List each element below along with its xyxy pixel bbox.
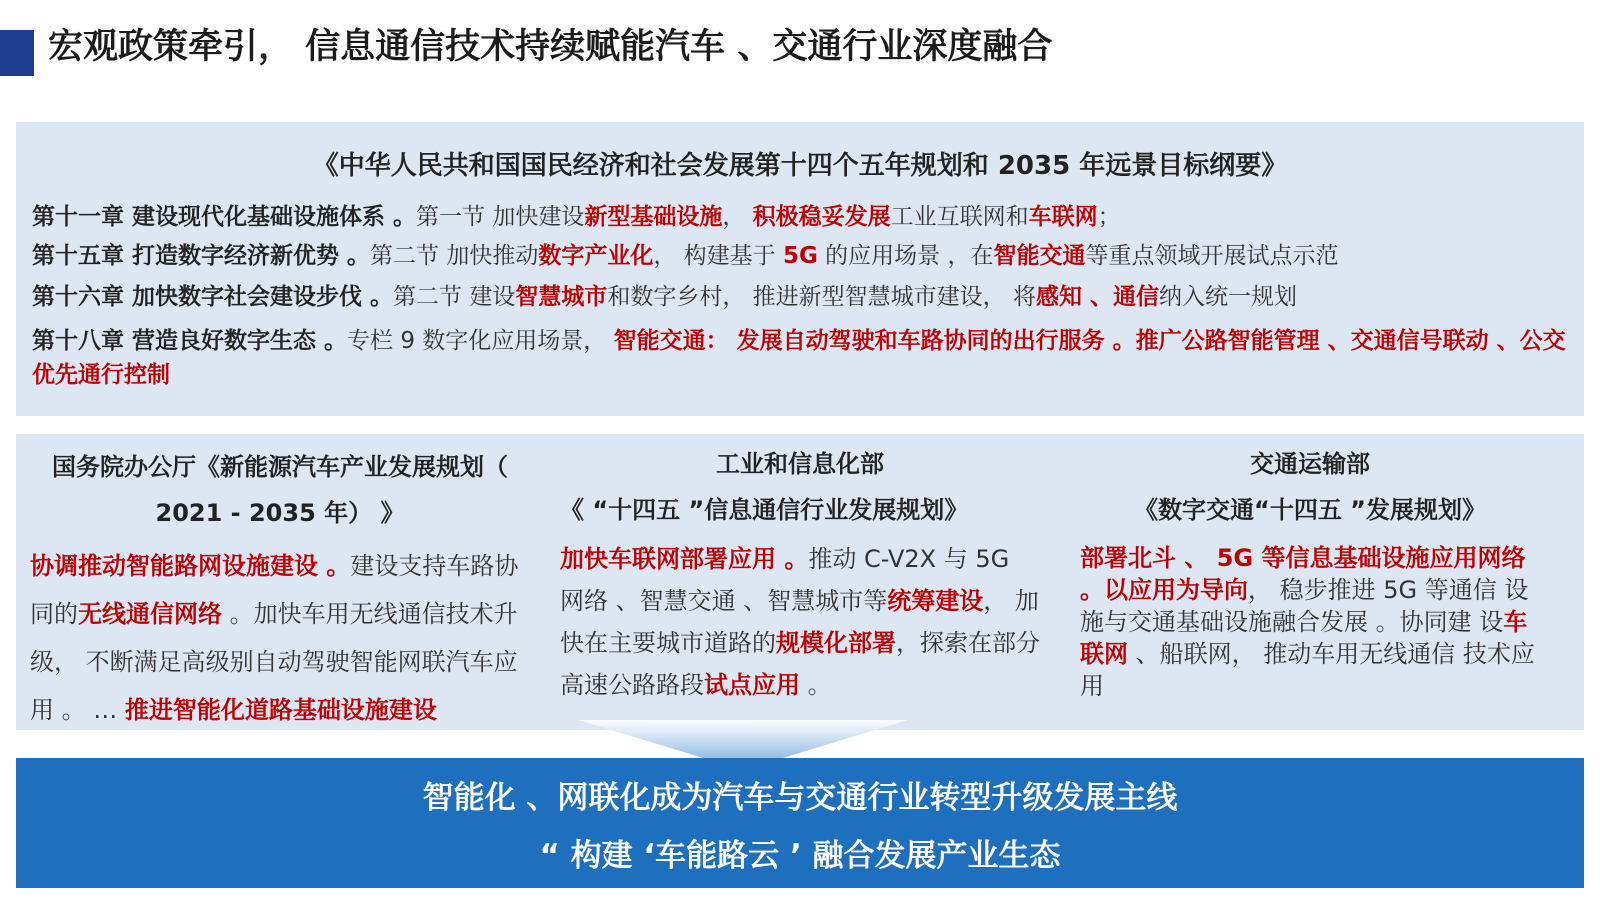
- body-text: 推动 C-V2X 与 5G 网络 、智慧交通 、智慧城市等: [560, 545, 1010, 615]
- highlight-text: 积极稳妥发展: [752, 204, 891, 230]
- highlight-text: 智慧城市: [515, 284, 608, 310]
- highlight-text: 数字产业化: [538, 243, 654, 269]
- chapter-text: 第一节 加快建设: [416, 204, 585, 230]
- chapter-heading: 第十五章 打造数字经济新优势 。: [32, 243, 371, 269]
- chapter-16: [32, 284, 1572, 310]
- highlight-text: 智能交通: [993, 243, 1086, 269]
- column-text: [560, 538, 1040, 706]
- highlight-text: 5G: [782, 243, 818, 269]
- column-state-council: [30, 444, 530, 734]
- body-text: 、船联网， 推动车用无线通信 技术应用: [1080, 640, 1535, 700]
- highlight-text: 新型基础设施: [584, 204, 723, 230]
- chapter-text: 第二节 建设: [393, 284, 516, 310]
- highlight-text: 车联网: [1028, 204, 1098, 230]
- title-accent-bar: [0, 30, 34, 76]
- summary-line-2: “ 构建 ‘车能路云 ’ 融合发展产业生态: [539, 838, 1061, 874]
- highlight-text: 车联网: [1080, 608, 1528, 668]
- chapter-text: 第二节 加快推动: [370, 243, 539, 269]
- chapter-text: 等重点领域开展试点示范: [1085, 243, 1339, 269]
- chapter-text: 工业互联网和: [890, 204, 1029, 230]
- highlight-text: 加快车联网部署应用 。: [560, 545, 809, 573]
- column-org: 工业和信息化部: [716, 450, 884, 478]
- chapter-heading: 第十八章 营造良好数字生态 。: [32, 328, 348, 354]
- column-heading: 《 “十四五 ”信息通信行业发展规划》: [560, 496, 969, 524]
- chapter-heading: 第十一章 建设现代化基础设施体系 。: [32, 204, 417, 230]
- column-org: 交通运输部: [1250, 450, 1370, 478]
- chapter-text: 和数字乡村， 推进新型智慧城市建设， 将: [607, 284, 1036, 310]
- column-miit: [560, 444, 1040, 706]
- chapter-heading: 第十六章 加快数字社会建设步伐 。: [32, 284, 394, 310]
- highlight-text: 推进智能化道路基础设施建设: [124, 696, 437, 724]
- highlight-text: 规模化部署: [776, 629, 896, 657]
- highlight-text: 统筹建设: [887, 587, 984, 615]
- body-text: ， 稳步推进 5G 等通信 设施与交通基础设施融合发展 。协同建 设: [1080, 576, 1529, 636]
- chapter-text: 的应用场景 ，在: [817, 243, 994, 269]
- highlight-text: 协调推动智能路网设施建设 。: [30, 552, 351, 580]
- body-text: ， 加快在主要城市道路的: [560, 587, 1039, 657]
- body-text: 建设支持车路协同的: [30, 552, 519, 628]
- chapter-text: 专栏 9 数字化应用场景，: [347, 328, 614, 354]
- chapter-text: ，: [722, 204, 753, 230]
- page-title: 宏观政策牵引， 信息通信技术持续赋能汽车 、交通行业深度融合: [48, 27, 1053, 67]
- highlight-text: 无线通信网络: [78, 600, 222, 628]
- chapter-text: 纳入统一规划: [1158, 284, 1297, 310]
- plan-title: 《中华人民共和国国民经济和社会发展第十四个五年规划和 2035 年远景目标纲要》: [312, 151, 1288, 181]
- column-mot: [1080, 444, 1540, 702]
- chapter-15: [32, 243, 1572, 269]
- highlight-text: 感知 、通信: [1035, 284, 1159, 310]
- highlight-text: 部署北斗 、 5G 等信息基础设施应用网络 。以应用为导向: [1080, 544, 1526, 604]
- column-heading: 《数字交通“十四五 ”发展规划》: [1134, 496, 1486, 524]
- body-text: 。加快车用无线通信技术升级， 不断满足高级别自动驾驶智能网联汽车应用 。 …: [30, 600, 518, 724]
- column-text: [1080, 542, 1540, 702]
- chapter-18: [32, 324, 1572, 392]
- column-text: [30, 542, 530, 734]
- body-text: ，探索在部分高速公路路段: [560, 629, 1040, 699]
- chapter-text: ；: [1097, 204, 1121, 230]
- highlight-text: 试点应用: [704, 671, 800, 699]
- body-text: 。: [800, 671, 832, 699]
- chapter-11: [32, 204, 1572, 230]
- highlight-text: 智能交通： 发展自动驾驶和车路协同的出行服务 。推广公路智能管理 、交通信号联动 、公交优先通行控制: [32, 328, 1566, 388]
- summary-line-1: 智能化 、网联化成为汽车与交通行业转型升级发展主线: [422, 780, 1178, 816]
- chapter-text: ， 构建基于: [653, 243, 783, 269]
- column-heading: 国务院办公厅《新能源汽车产业发展规划（ 2021 - 2035 年） 》: [52, 453, 508, 527]
